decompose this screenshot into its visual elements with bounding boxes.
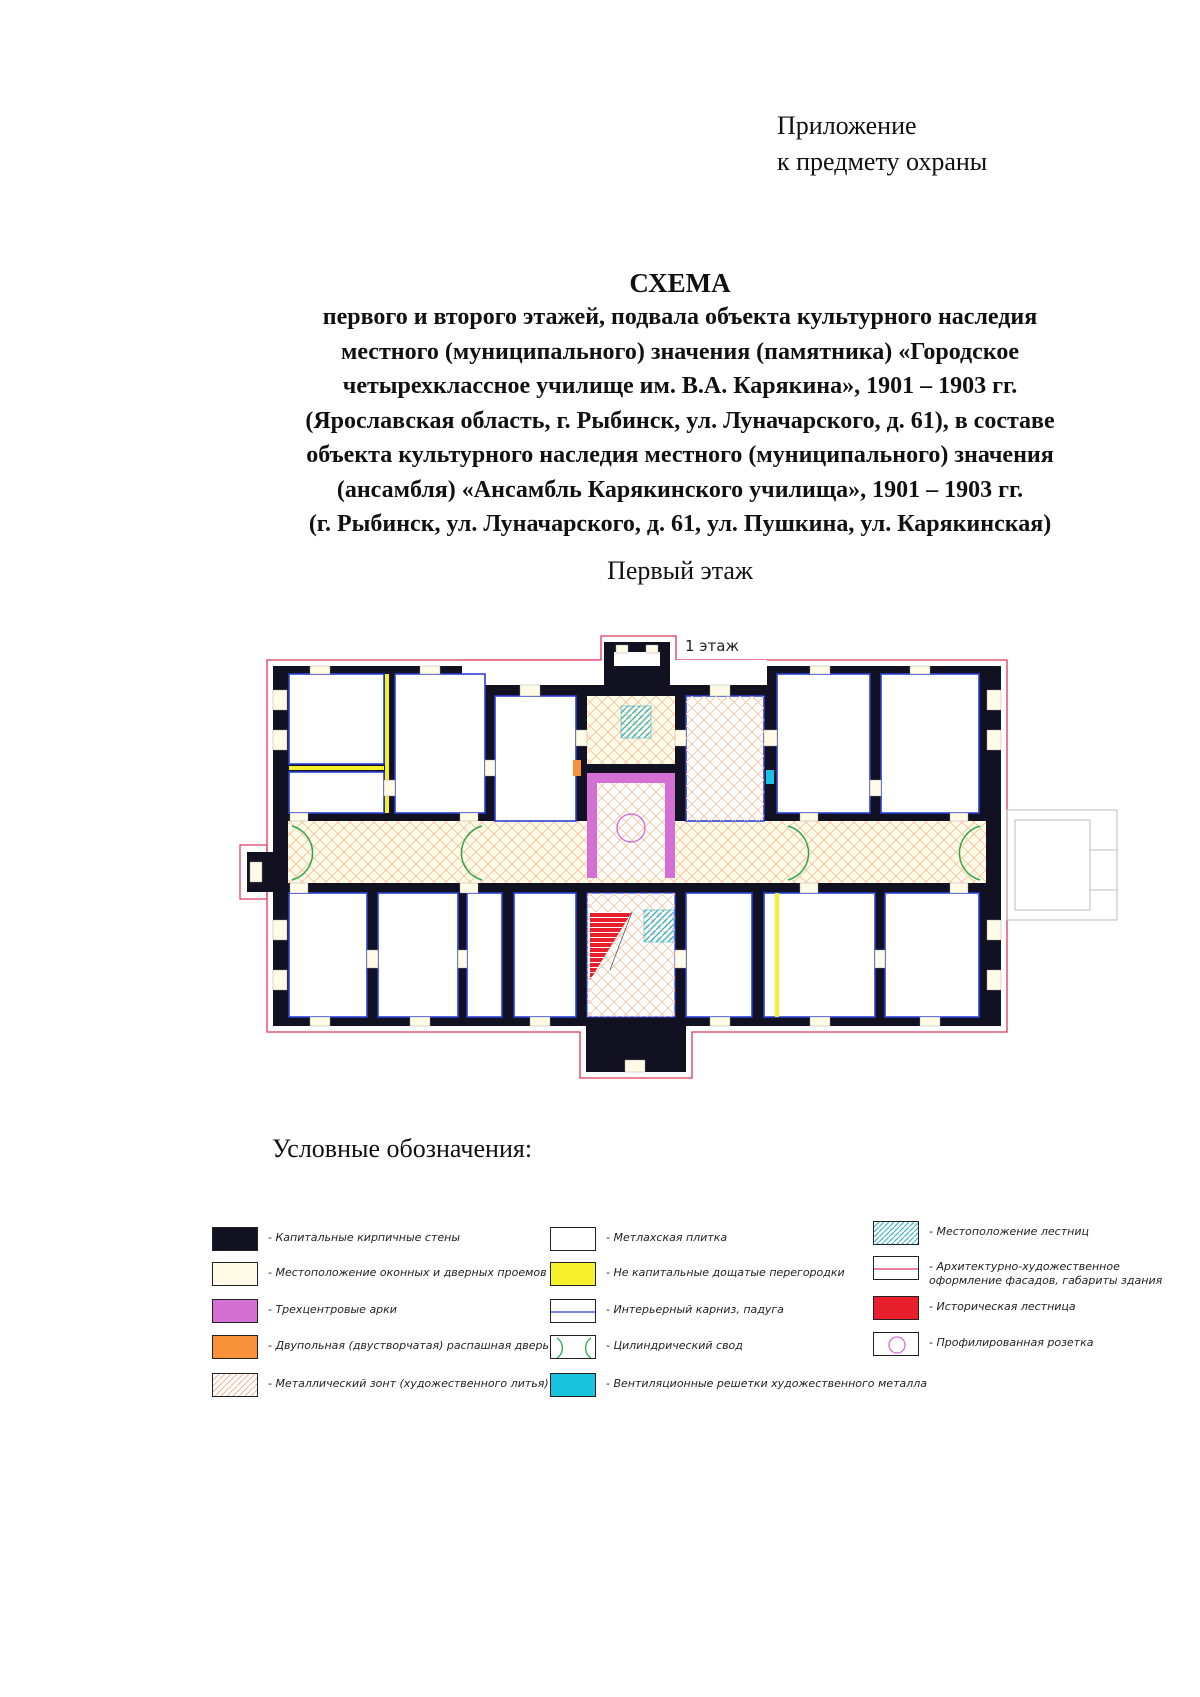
title-main: СХЕМА: [629, 268, 731, 298]
legend-swatch-stairs: [873, 1221, 919, 1245]
floor-title: Первый этаж: [607, 556, 753, 585]
title-line-4: (Ярославская область, г. Рыбинск, ул. Луначарского, д. 61), в составе: [305, 407, 1055, 434]
stairs-bottom: [644, 910, 674, 942]
legend-swatch-vent: [550, 1373, 596, 1397]
legend-swatch-historic-stair: [873, 1296, 919, 1320]
legend-swatch-walls: [212, 1227, 258, 1251]
legend-label-vault: - Цилиндрический свод: [606, 1339, 743, 1352]
title-line-6: (ансамбля) «Ансамбль Карякинского училища», 1901 – 1903 гг.: [336, 476, 1024, 503]
annex-outline: [1007, 810, 1117, 920]
legend-label-stairs: - Местоположение лестниц: [929, 1225, 1089, 1238]
legend-swatch-rosette: [873, 1332, 919, 1356]
legend-swatch-tile: [550, 1227, 596, 1251]
legend-label-historic-stair: - Историческая лестница: [929, 1300, 1076, 1313]
arch-top: [587, 773, 675, 783]
legend-swatch-umbrella: [212, 1373, 258, 1397]
legend-label-umbrella: - Металлический зонт (художественного литья): [268, 1377, 549, 1390]
plan-label: 1 этаж: [685, 637, 739, 655]
double-door: [573, 760, 581, 776]
legend-label-rosette: - Профилированная розетка: [929, 1336, 1094, 1349]
legend-label-tile: - Метлахская плитка: [606, 1231, 728, 1244]
title-line-3: четырехклассное училище им. В.А. Карякина», 1901 – 1903 гг.: [342, 373, 1018, 399]
legend-label-door: - Двупольная (двустворчатая) распашная дверь: [268, 1339, 550, 1352]
document-title: [220, 266, 1140, 542]
appendix-line-2: к предмету охраны: [777, 147, 988, 176]
legend-swatch-facade: [873, 1256, 919, 1280]
legend-swatch-openings: [212, 1262, 258, 1286]
legend-swatch-vault: [550, 1335, 596, 1359]
legend-swatch-arches: [212, 1299, 258, 1323]
appendix-line-1: Приложение: [777, 111, 917, 140]
legend-label-walls: - Капитальные кирпичные стены: [268, 1231, 461, 1244]
legend-label-facade-line2: оформление фасадов, габариты здания: [929, 1274, 1163, 1287]
arch-left: [587, 773, 597, 878]
legend-swatch-partitions: [550, 1262, 596, 1286]
vent-grille: [766, 770, 774, 784]
legend-label-facade: [929, 1260, 1162, 1288]
legend-label-openings: - Местоположение оконных и дверных проемов: [268, 1266, 547, 1279]
legend-label-facade-line1: - Архитектурно-художественное: [929, 1260, 1120, 1273]
arch-right: [665, 773, 675, 878]
legend-swatch-door: [212, 1335, 258, 1359]
title-line-2: местного (муниципального) значения (памятника) «Городское: [341, 338, 1019, 365]
legend-swatch-cornice: [550, 1299, 596, 1323]
stairs-top: [621, 706, 651, 738]
legend-label-cornice: - Интерьерный карниз, падуга: [606, 1303, 784, 1316]
legend-title: Условные обозначения:: [272, 1134, 533, 1163]
title-line-7: (г. Рыбинск, ул. Луначарского, д. 61, ул. Пушкина, ул. Карякинская): [308, 511, 1052, 537]
floor-plan: [230, 630, 1130, 1090]
legend-label-partitions: - Не капитальные дощатые перегородки: [606, 1266, 845, 1279]
appendix-note: [777, 108, 987, 180]
legend-label-vent: - Вентиляционные решетки художественного металла: [606, 1377, 928, 1390]
legend-label-arches: - Трехцентровые арки: [268, 1303, 397, 1316]
title-line-5: объекта культурного наследия местного (муниципального) значения: [306, 442, 1054, 468]
title-line-1: первого и второго этажей, подвала объекта культурного наследия: [322, 304, 1038, 330]
